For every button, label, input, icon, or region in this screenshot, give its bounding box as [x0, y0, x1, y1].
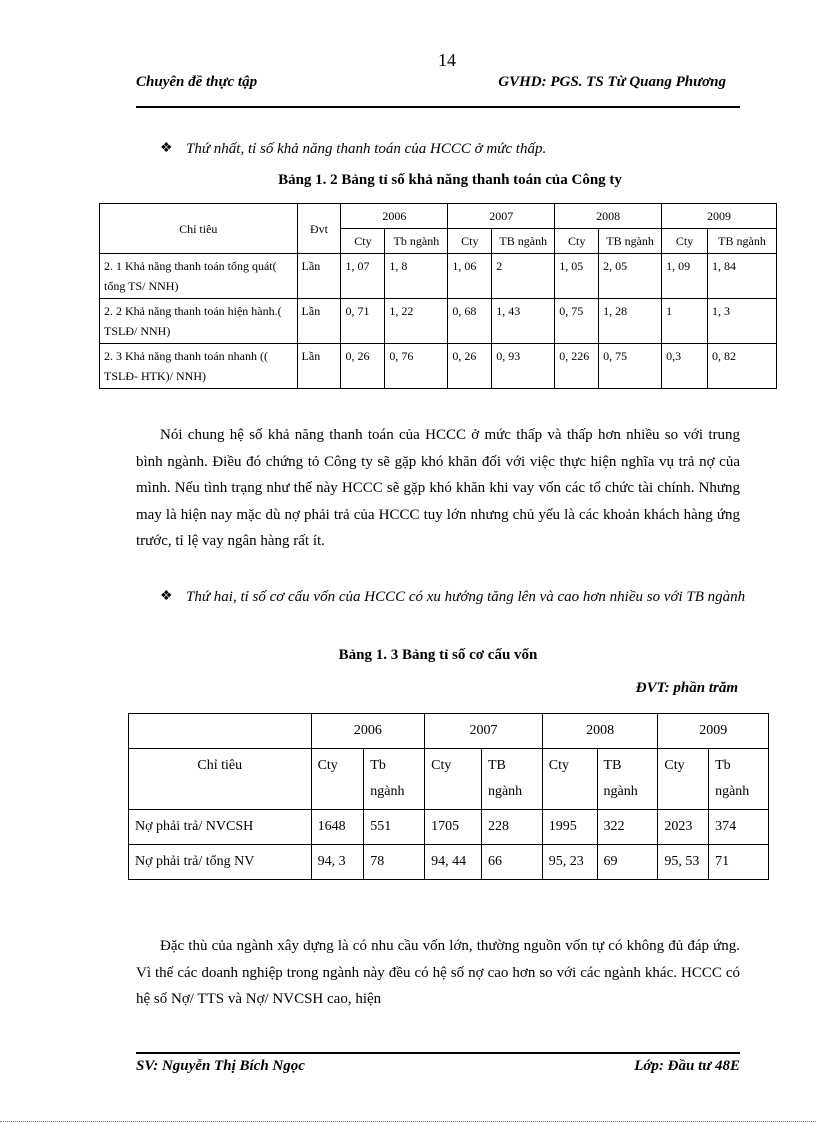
- diamond-bullet-icon: ❖: [160, 141, 173, 156]
- table-cell: 1, 84: [708, 254, 777, 299]
- table-cell: 1705: [425, 810, 482, 845]
- table-cell: 0,3: [662, 344, 708, 389]
- table-cell: 95, 53: [658, 845, 709, 880]
- table-cell: 228: [481, 810, 542, 845]
- table-row: [100, 254, 777, 299]
- header-left: Chuyên đề thực tập: [136, 74, 258, 90]
- bullet-text: Thứ hai, tỉ số cơ cấu vốn của HCCC có xu hướng tăng lên và cao hơn nhiều so với TB ngành: [186, 589, 746, 605]
- table-cell: 0, 26: [341, 344, 385, 389]
- paragraph: [136, 422, 740, 555]
- table-cell: 78: [364, 845, 425, 880]
- footer-left: SV: Nguyễn Thị Bích Ngọc: [136, 1058, 305, 1074]
- liquidity-ratio-table: [99, 203, 777, 389]
- sub-header: Cty: [658, 749, 709, 810]
- footer-right: Lớp: Đầu tư 48E: [634, 1058, 740, 1074]
- year-header: 2009: [658, 714, 769, 749]
- bullet-text: Thứ nhất, tỉ số khả năng thanh toán của HCCC ở mức thấp.: [186, 141, 547, 157]
- sub-header: TB ngành: [597, 749, 658, 810]
- capital-structure-table: [128, 713, 769, 880]
- sub-header: Cty: [311, 749, 364, 810]
- table-cell: 2: [492, 254, 555, 299]
- row-unit: Lần: [297, 344, 341, 389]
- table-cell: 0, 76: [385, 344, 448, 389]
- table-cell: 1, 09: [662, 254, 708, 299]
- page-number: 14: [438, 50, 456, 70]
- table-cell: 0, 68: [448, 299, 492, 344]
- table-cell: 0, 93: [492, 344, 555, 389]
- row-label: 2. 2 Khả năng thanh toán hiện hành.( TSLĐ/ NNH): [100, 299, 298, 344]
- page-header: [136, 72, 740, 108]
- table-cell: 374: [709, 810, 769, 845]
- table-cell: 1, 28: [599, 299, 662, 344]
- table-cell: 1, 05: [555, 254, 599, 299]
- row-unit: Lần: [297, 254, 341, 299]
- sub-header: Cty: [341, 229, 385, 254]
- year-header: 2009: [662, 204, 777, 229]
- paragraph-text: Đặc thù của ngành xây dựng là có nhu cầu vốn lớn, thường nguồn vốn tự có không đủ đáp ứng. Vì thế các doanh nghiệp trong ngành này đều có hệ số nợ cao hơn so với các ngành khác. HCCC có hệ số Nợ/ TTS và Nợ/ NVCSH cao, hiện: [136, 938, 740, 1007]
- paragraph: [136, 933, 740, 1013]
- year-header: 2006: [341, 204, 448, 229]
- year-header: 2007: [425, 714, 543, 749]
- table-cell: 0, 26: [448, 344, 492, 389]
- column-header: Chỉ tiêu: [129, 749, 312, 810]
- paragraph-text: Nói chung hệ số khả năng thanh toán của HCCC ở mức thấp và thấp hơn nhiều so với trung bình ngành. Điều đó chứng tỏ Công ty sẽ gặp khó khăn đối với việc thực hiện nghĩa vụ trả nợ của mình. Nếu tình trạng như thế này HCCC sẽ gặp khó khăn khi vay vốn các tổ chức tài chính. Nhưng may là hiện nay mặc dù nợ phải trả của HCCC tuy lớn nhưng chủ yếu là các khoản khách hàng ứng trước, tỉ lệ vay ngân hàng rất ít.: [136, 427, 740, 549]
- sub-header: Tb ngành: [364, 749, 425, 810]
- table-cell: 2, 05: [599, 254, 662, 299]
- table-cell: 94, 44: [425, 845, 482, 880]
- table-cell: 1, 3: [708, 299, 777, 344]
- table-subheader-row: [129, 749, 769, 810]
- header-right: GVHD: PGS. TS Từ Quang Phương: [498, 74, 726, 90]
- table-cell: 95, 23: [542, 845, 597, 880]
- year-header: 2006: [311, 714, 425, 749]
- sub-header: TB ngành: [708, 229, 777, 254]
- page-footer: [136, 1052, 740, 1084]
- table-cell: 2023: [658, 810, 709, 845]
- sub-header: Cty: [555, 229, 599, 254]
- table-caption: Bảng 1. 2 Bảng tỉ số khả năng thanh toán của Công ty: [278, 172, 622, 188]
- table-cell: 322: [597, 810, 658, 845]
- sub-header: TB ngành: [599, 229, 662, 254]
- table-header-row: [129, 714, 769, 749]
- row-label: 2. 3 Khả năng thanh toán nhanh (( TSLĐ- HTK)/ NNH): [100, 344, 298, 389]
- sub-header: Cty: [448, 229, 492, 254]
- diamond-bullet-icon: ❖: [160, 589, 173, 604]
- table-cell: 1995: [542, 810, 597, 845]
- table-header-row: [100, 204, 777, 229]
- table-cell: 71: [709, 845, 769, 880]
- row-unit: Lần: [297, 299, 341, 344]
- year-header: 2008: [542, 714, 658, 749]
- row-label: Nợ phải trả/ NVCSH: [129, 810, 312, 845]
- sub-header: Tb ngành: [385, 229, 448, 254]
- sub-header: TB ngành: [492, 229, 555, 254]
- table-cell: 0, 75: [599, 344, 662, 389]
- table-row: [129, 845, 769, 880]
- column-header: Chỉ tiêu: [100, 204, 298, 254]
- table-caption: Bảng 1. 3 Bảng tỉ số cơ cấu vốn: [338, 647, 538, 663]
- sub-header: Cty: [425, 749, 482, 810]
- table-cell: 1, 06: [448, 254, 492, 299]
- table-cell: 69: [597, 845, 658, 880]
- year-header: 2007: [448, 204, 555, 229]
- table-cell: 0, 82: [708, 344, 777, 389]
- page-edge-divider: [0, 1121, 816, 1122]
- table-cell: 551: [364, 810, 425, 845]
- table-cell: 0, 71: [341, 299, 385, 344]
- table-row: [100, 299, 777, 344]
- sub-header: Cty: [662, 229, 708, 254]
- table-cell: 94, 3: [311, 845, 364, 880]
- row-label: Nợ phải trả/ tổng NV: [129, 845, 312, 880]
- sub-header: TB ngành: [481, 749, 542, 810]
- year-header: 2008: [555, 204, 662, 229]
- table-row: [129, 810, 769, 845]
- table-cell: 1, 22: [385, 299, 448, 344]
- table-cell: 1648: [311, 810, 364, 845]
- table-cell: 0, 226: [555, 344, 599, 389]
- table-cell: 1, 07: [341, 254, 385, 299]
- row-label: 2. 1 Khả năng thanh toán tổng quát( tổng TS/ NNH): [100, 254, 298, 299]
- sub-header: Cty: [542, 749, 597, 810]
- table-cell: 1: [662, 299, 708, 344]
- table-cell: 1, 8: [385, 254, 448, 299]
- sub-header: Tb ngành: [709, 749, 769, 810]
- table-cell: 0, 75: [555, 299, 599, 344]
- unit-note: ĐVT: phần trăm: [635, 680, 738, 696]
- column-header: Đvt: [297, 204, 341, 254]
- table-cell: 66: [481, 845, 542, 880]
- table-cell: 1, 43: [492, 299, 555, 344]
- table-row: [100, 344, 777, 389]
